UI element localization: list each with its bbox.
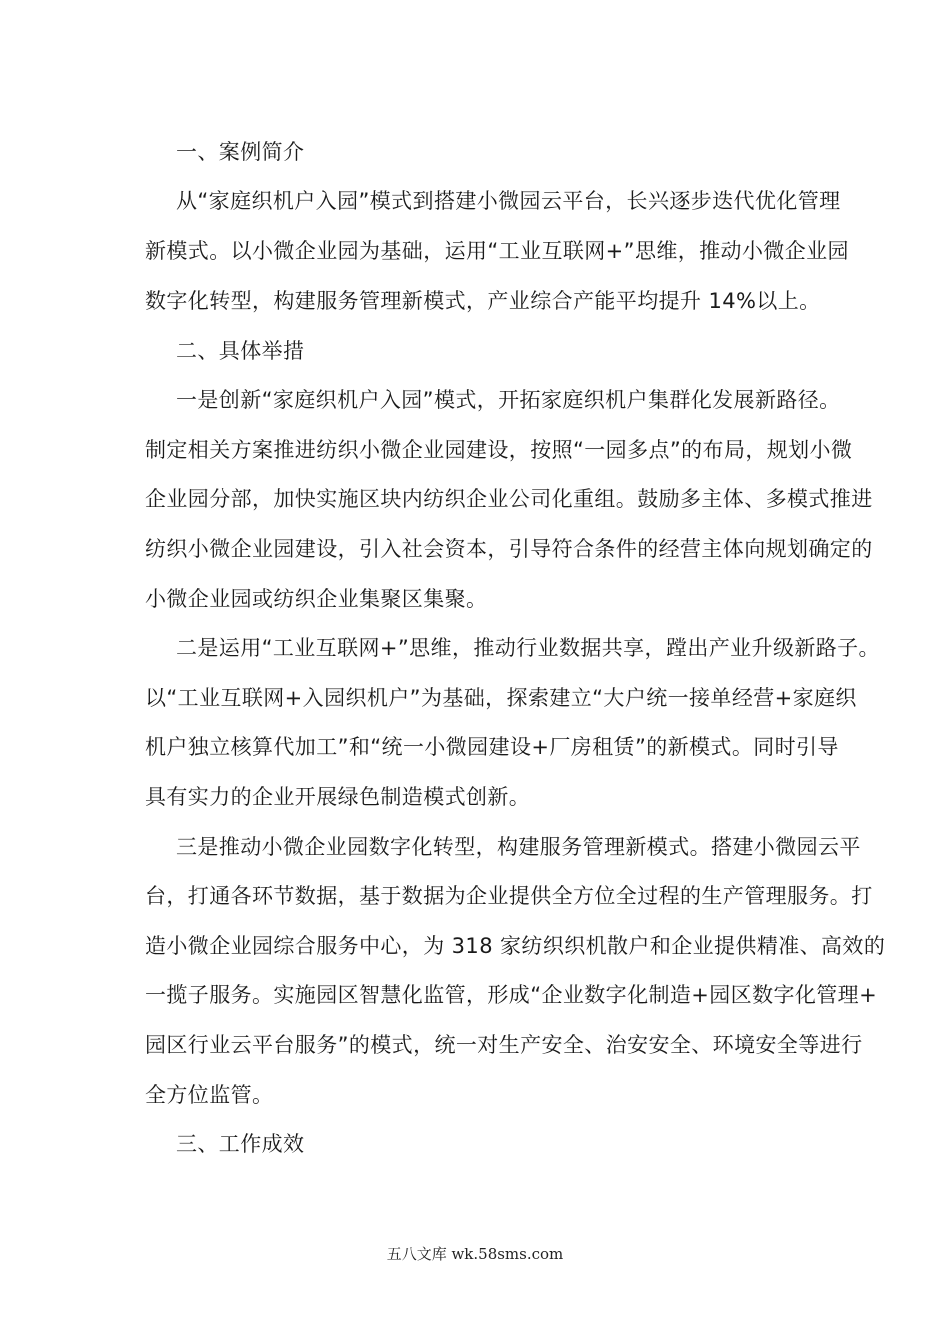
paragraph-line: 三是推动小微企业园数字化转型，构建服务管理新模式。搭建小微园云平 <box>176 835 861 859</box>
footer-watermark: 五八文库 wk.58sms.com <box>386 1245 564 1263</box>
paragraph-line: 从“家庭织机户入园”模式到搭建小微园云平台，长兴逐步迭代优化管理 <box>176 189 841 213</box>
paragraph-line: 以“工业互联网+入园织机户”为基础，探索建立“大户统一接单经营+家庭织 <box>145 686 857 710</box>
paragraph-line: 台，打通各环节数据，基于数据为企业提供全方位全过程的生产管理服务。打 <box>145 884 873 908</box>
paragraph-line: 具有实力的企业开展绿色制造模式创新。 <box>145 785 531 809</box>
paragraph-line: 园区行业云平台服务”的模式，统一对生产安全、治安安全、环境安全等进行 <box>145 1033 863 1057</box>
paragraph-line: 纺织小微企业园建设，引入社会资本，引导符合条件的经营主体向规划确定的 <box>145 537 873 561</box>
paragraph-line: 一揽子服务。实施园区智慧化监管，形成“企业数字化制造+园区数字化管理+ <box>145 983 878 1007</box>
section-heading-measures: 二、具体举措 <box>176 339 305 363</box>
paragraph-line: 全方位监管。 <box>145 1083 274 1107</box>
paragraph-line: 新模式。以小微企业园为基础，运用“工业互联网+”思维，推动小微企业园 <box>145 239 849 263</box>
paragraph-line: 数字化转型，构建服务管理新模式，产业综合产能平均提升 14%以上。 <box>145 289 821 313</box>
paragraph-line: 一是创新“家庭织机户入园”模式，开拓家庭织机户集群化发展新路径。 <box>176 388 841 412</box>
paragraph-line: 企业园分部，加快实施区块内纺织企业公司化重组。鼓励多主体、多模式推进 <box>145 487 873 511</box>
paragraph-line: 小微企业园或纺织企业集聚区集聚。 <box>145 587 488 611</box>
section-heading-results: 三、工作成效 <box>176 1132 305 1156</box>
paragraph-line: 机户独立核算代加工”和“统一小微园建设+厂房租赁”的新模式。同时引导 <box>145 735 839 759</box>
paragraph-line: 二是运用“工业互联网+”思维，推动行业数据共享，蹚出产业升级新路子。 <box>176 636 880 660</box>
paragraph-line: 造小微企业园综合服务中心，为 318 家纺织织机散户和企业提供精准、高效的 <box>145 934 886 958</box>
section-heading-case-intro: 一、案例简介 <box>176 140 305 164</box>
paragraph-line: 制定相关方案推进纺织小微企业园建设，按照“一园多点”的布局，规划小微 <box>145 438 853 462</box>
